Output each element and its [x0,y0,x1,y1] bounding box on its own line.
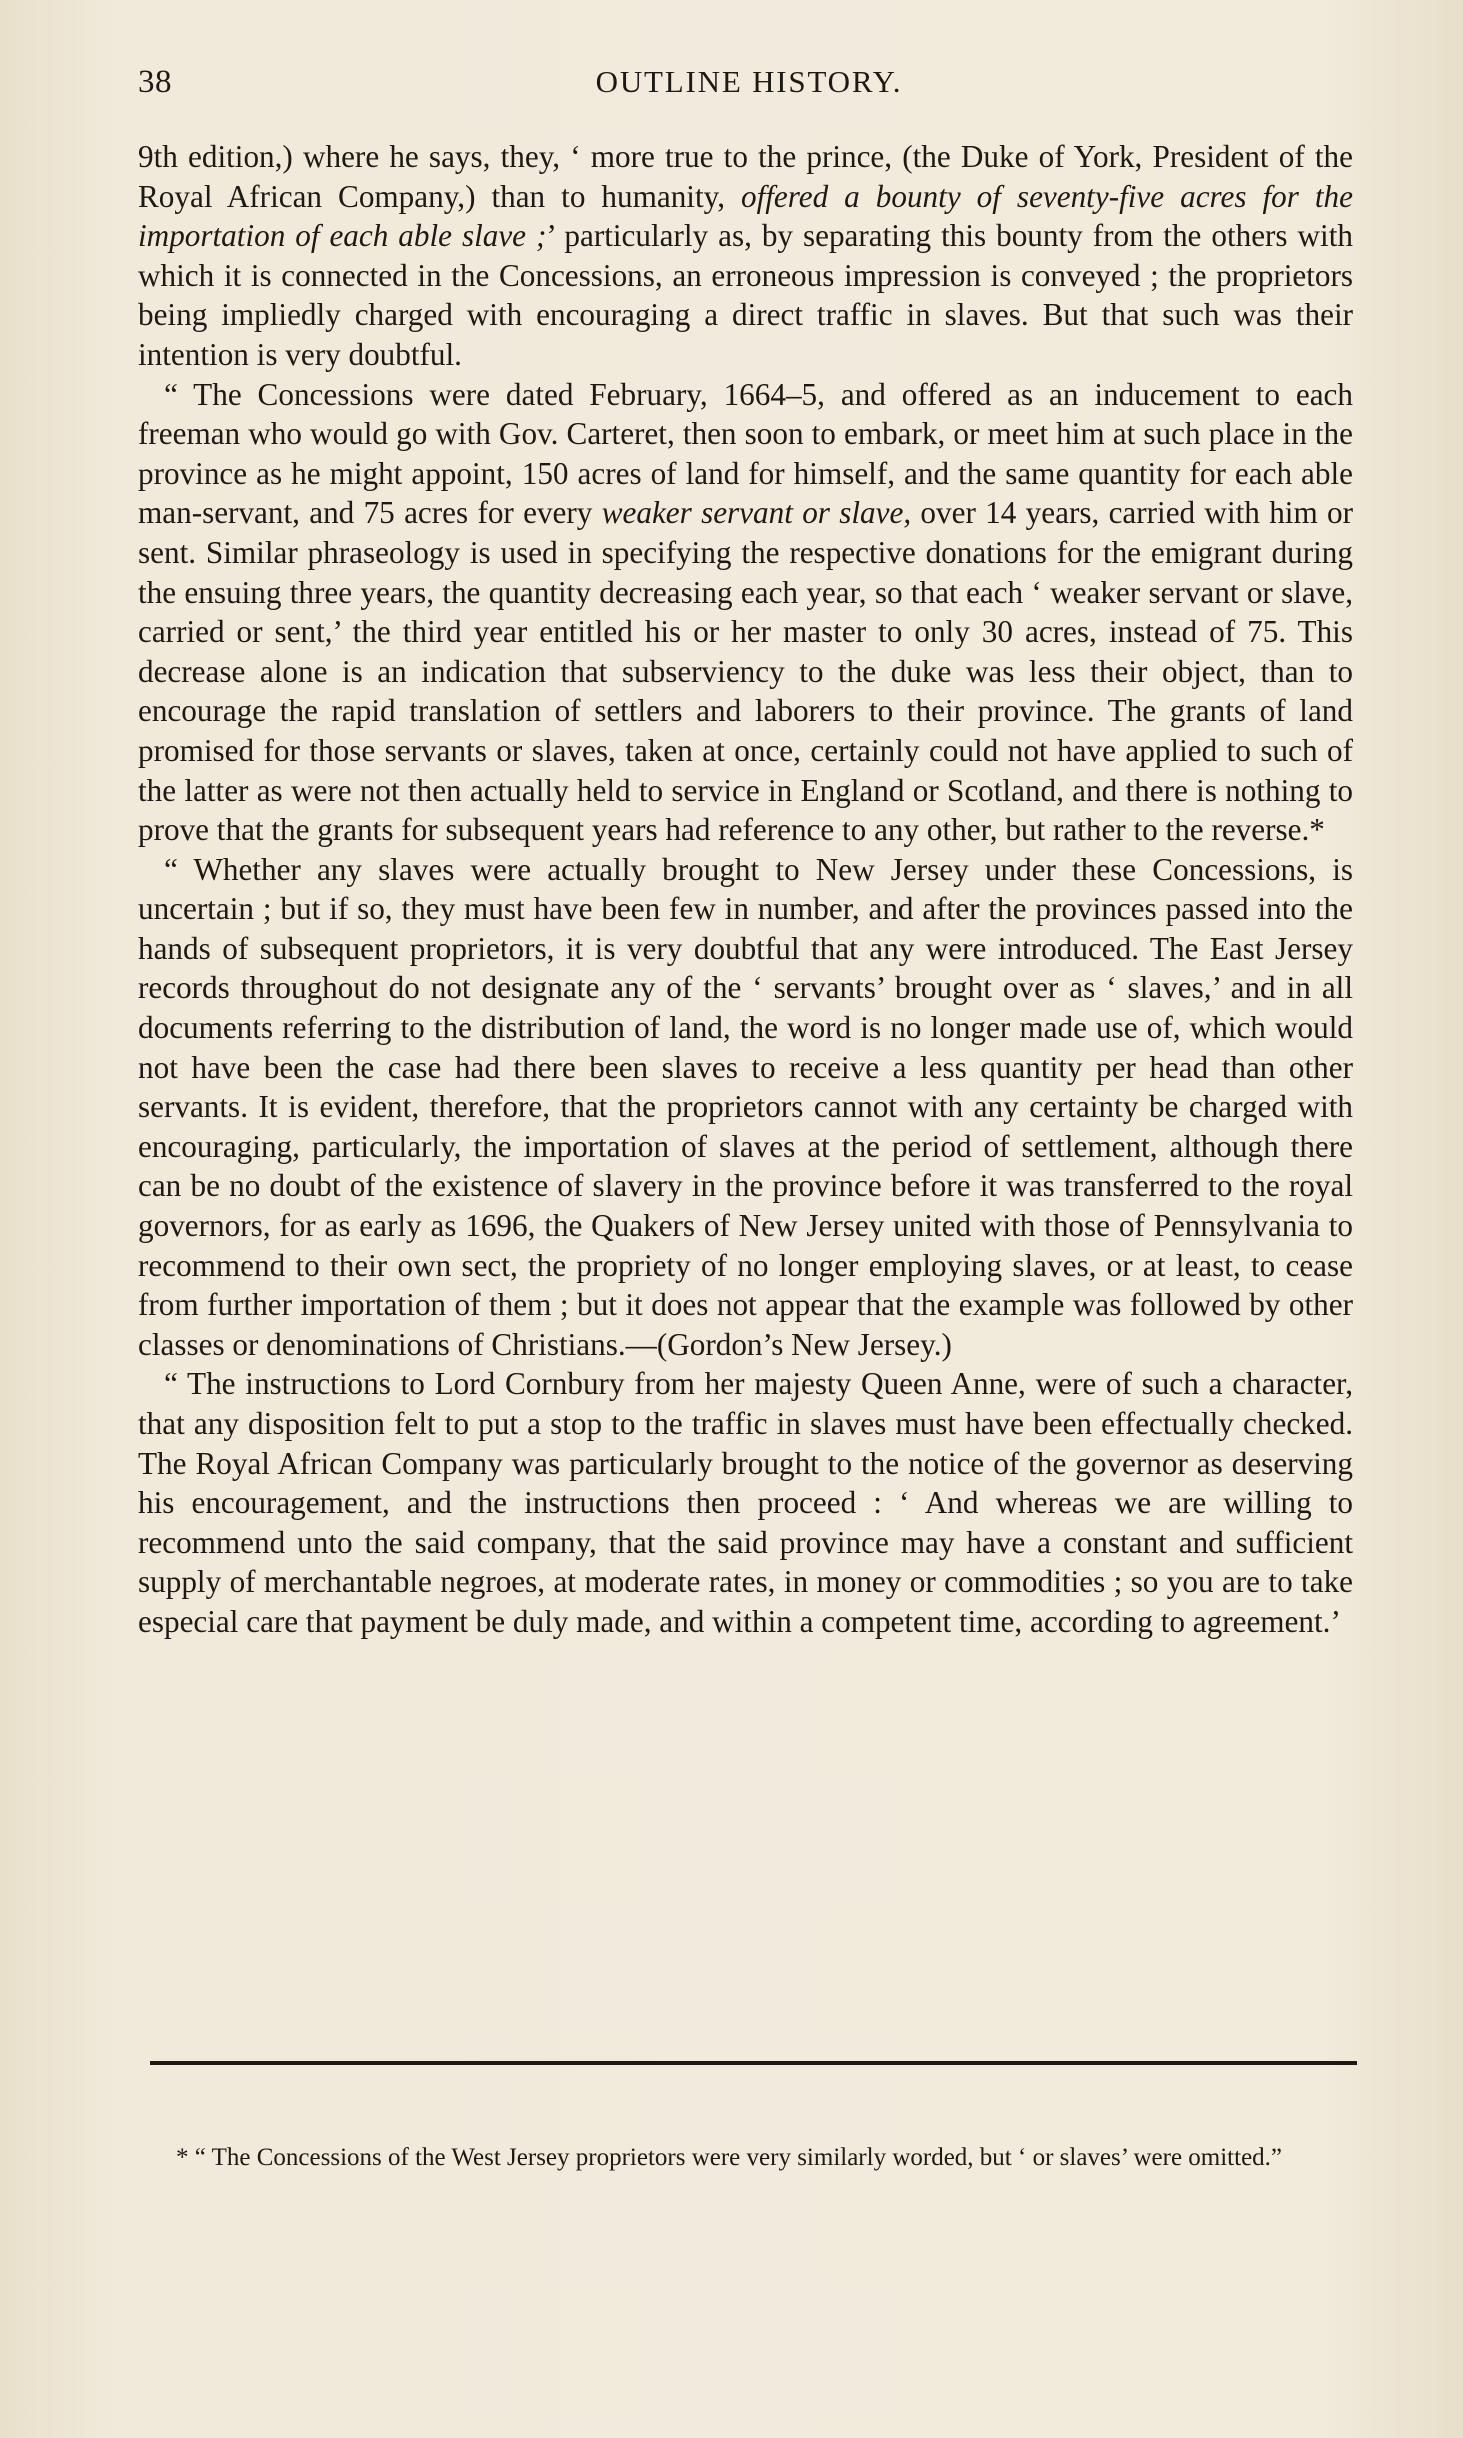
body-text [138,137,1353,1642]
paragraph-2-italic-phrase: weaker servant or slave, [601,495,912,531]
page-number: 38 [138,64,172,100]
running-head: OUTLINE HISTORY. [595,64,903,99]
footnote-rule [150,2061,1357,2065]
paragraph-2-text-a: “ The Concessions were dated February, 1664–5, and offered as an inducement to each freeman who would go with Gov. Carteret, then soon to embark, or meet him at such place in the province as he might appoint, 150 acres of land for himself, and the same quantity for each able man-servant, and 75 acres for every [138,376,1353,531]
paragraph-1-italic-phrase: offered a bounty of seventy-five acres for the importation of each able slave ; [138,178,1353,254]
footnote [138,2142,1356,2173]
paragraph-1-text-a: 9th edition,) where he says, they, ‘ more true to the prince, (the Duke of York, President of the Royal African Company,) than to humanity, [138,139,1353,214]
paragraph-4: “ The instructions to Lord Cornbury from her majesty Queen Anne, were of such a character, that any disposition felt to put a stop to the traffic in slaves must have been effectually checked. The Royal African Company was particularly brought to the notice of the governor as deserving his encouragement, and the instructions then proceed : ‘ And whereas we are willing to recommend unto the said company, that the said province may have a constant and sufficient supply of merchantable negroes, at moderate rates, in money or commodities ; so you are to take especial care that payment be duly made, and within a competent time, according to agreement.’ [138,1366,1353,1639]
page-header [138,64,1360,114]
paragraph-2-text-c: over 14 years, carried with him or sent. Similar phraseology is used in specifying the respective donations for the emigrant during the ensuing three years, the quantity decreasing each year, so that each ‘ weaker servant or slave, carried or sent,’ the third year entitled his or her master to only 30 acres, instead of 75. This decrease alone is an indication that subserviency to the duke was less their object, than to encourage the rapid translation of settlers and laborers to their province. The grants of land promised for those servants or slaves, taken at once, certainly could not have applied to such of the latter as were not then actually held to service in England or Scotland, and there is nothing to prove that the grants for subsequent years had reference to any other, but rather to the reverse.* [138,495,1354,848]
paragraph-3: “ Whether any slaves were actually brought to New Jersey under these Concessions, is uncertain ; but if so, they must have been few in number, and after the provinces passed into the hands of subsequent proprietors, it is very doubtful that any were introduced. The East Jersey records throughout do not designate any of the ‘ servants’ brought over as ‘ slaves,’ and in all documents referring to the distribution of land, the word is no longer made use of, which would not have been the case had there been slaves to receive a less quantity per head than other servants. It is evident, therefore, that the proprietors cannot with any certainty be charged with encouraging, particularly, the importation of slaves at the period of settlement, although there can be no doubt of the existence of slavery in the province before it was transferred to the royal governors, for as early as 1696, the Quakers of New Jersey united with those of Pennsylvania to recommend to their own sect, the propriety of no longer employing slaves, or at least, to cease from further importation of them ; but it does not appear that the example was followed by other classes or denominations of Christians.—(Gordon’s New Jersey.) [138,851,1353,1362]
paragraph-1 [138,137,1353,375]
paragraph-1-text-c: ’ particularly as, by separating this bounty from the others with which it is connected in the Concessions, an erroneous impression is conveyed ; the proprietors being impliedly charged with encouraging a direct traffic in slaves. But that such was their intention is very doubtful. [138,218,1353,372]
paragraph-2 [138,375,1353,850]
footnote-text: * “ The Concessions of the West Jersey proprietors were very similarly worded, but ‘ or slaves’ were omitted.” [176,2144,1283,2171]
